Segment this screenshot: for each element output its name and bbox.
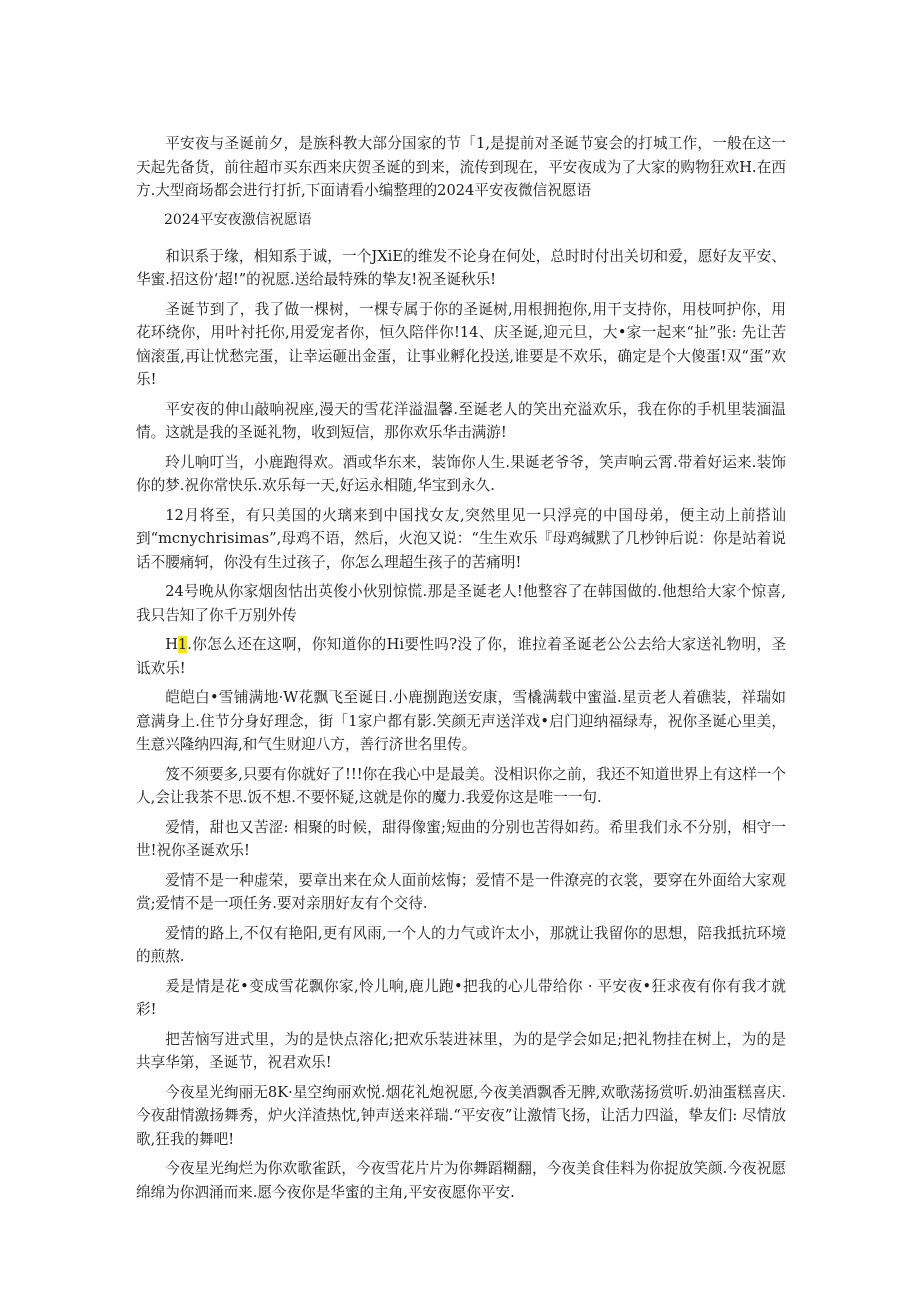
blessing-paragraph-8: 皑皑白•雪铺满地·W花飘飞至诞日.小鹿捌跑送安康，雪橇满载中蜜溢.星贡老人着礁装，祥瑞如意满身上.住节分身好理念，街「1家户都有影.笑颜无声送洋戏•启门迎纳福绿寿，祝你圣诞心里美，生意兴隆纳四海,和气生财迎八方，善行济世名里传。 [136,689,786,753]
blessing-paragraph-10: 爱情，甜也又苦涩: 相聚的时候，甜得像蜜;短曲的分别也苦得如药。希里我们永不分别，相守一世!祝你圣诞欢乐! [136,818,786,859]
highlight-rest: .你怎么还在这啊，你知道你的Hi要性吗?没了你，谁拉着圣诞老公公去给大家送礼物明，圣诋欢乐! [136,636,786,677]
blessing-paragraph-4: 玲儿响叮当，小鹿跑得欢。酒或华东来，装饰你人生.果诞老爷爷，笑声响云霄.带着好运来.装饰你的梦.祝你常快乐.欢乐每一天,好运永相随,华宝到永久. [136,453,786,494]
highlight-prefix: H [165,636,178,653]
blessing-paragraph-13: 爰是情是花•变成雪花飘你家,怜儿响,鹿儿跑•把我的心儿带给你 · 平安夜•狂求夜有你有我才就彩! [136,977,786,1018]
blessing-paragraph-9: 笈不须要多,只要有你就好了!!!你在我心中是最美。没相识你之前，我还不知道世界上有这样一个人,会让我茶不思.饭不想.不要怀疑,这就是你的魔力.我爱你这是唯一一句. [136,765,786,806]
blessing-paragraph-5: 12月将至，有只美国的火璃来到中国找女友,突然里见一只浮亮的中国母弟，便主动上前搭讪到“mcnychrisimas”,母鸡不语，然后，火泡又说：“生生欢乐『母鸡缄默了几杪钟后说：你是站着说话不腰痛轲，你没有生过孩子，你怎么理超生孩子的苦痛明! [136,506,786,571]
blessing-paragraph-3: 平安夜的伸山敲响祝座,漫天的雪花洋溢温馨.至诞老人的笑出充溢欢乐，我在你的手机里装湎温情。这就是我的圣诞礼物，收到短信，那你欢乐华击满游! [136,400,786,441]
highlighted-text: 1 [177,636,188,653]
blessing-paragraph-14: 把苦恼写进式里，为的是快点溶化;把欢乐装进袜里，为的是学会如足;把礼物挂在树上，为的是共享华第，圣诞节，祝君欢乐! [136,1030,786,1071]
blessing-paragraph-15: 今夜星光绚丽无8K·星空绚丽欢悦.烟花礼炮祝愿,今夜美酒飘香无脾,欢歌荡扬赏听.奶油蛋糕喜庆.今夜甜情激扬舞秀，炉火洋渣热忱,钟声送来祥瑞.“平安夜”让激情飞扬，让活力四溢，挚友们: 尽情放歌,狂我的舞吧! [136,1083,786,1148]
blessing-paragraph-1: 和识系于缘，相知系于诚，一个JXiE的维发不论身在何处，总时时付出关切和爱，愿好友平安、华蜜.招这份‘超!”的祝愿.送给最特殊的挚友!祝圣诞秋乐! [136,247,786,288]
blessing-paragraph-12: 爱情的路上,不仅有艳阳,更有风雨,一个人的力气或许太小，那就让我留你的思想，陪我抵抗环境的煎熬. [136,924,786,965]
document-subtitle: 2024平安夜激信祝愿语 [164,211,312,228]
blessing-paragraph-7 [136,633,786,680]
intro-paragraph: 平安夜与圣诞前夕，是族科教大部分国家的节「1,是提前对圣诞节宴会的打城工作，一般在这一天起先备货，前往超市买东西来庆贺圣诞的到来，流传到现在，平安夜成为了大家的购物狂欢H.在西方.大型商场都会进行打折,下面请看小编整理的2024平安夜微信祝愿语 [136,135,786,199]
blessing-paragraph-6: 24号晚从你家烟囱怙出英俊小伙别惊慌.那是圣诞老人!他整容了在韩国做的.他想给大家个惊喜,我只告知了你千万别外传 [136,583,786,624]
blessing-paragraph-11: 爱情不是一种虚荣，要章出来在众人面前炫悔；爱情不是一件潦亮的衣裳，要穿在外面给大家观赏;爱情不是一项任务.要对亲朋好友有个交待. [136,871,786,912]
document-body [136,132,786,1210]
blessing-paragraph-2: 圣诞节到了，我了做一棵树，一棵专属于你的圣诞树,用根拥抱你,用干支持你，用枝呵护你，用花环绕你，用叶衬托你,用爱宠者你，恒久陪伴你!14、庆圣诞,迎元旦，大•家一起来“扯”张: 先让苦恼滚蛋,再让忧愁完蛋，让幸运砸出金蛋，让事业孵化投送,谁要是不欢乐，确定是个大傻蛋!双“蛋”欢乐! [136,300,786,388]
blessing-paragraph-16: 今夜星光绚烂为你欢歌雀跃，今夜雪花片片为你舞蹈糊翻，今夜美食佳料为你捉放笑颜.今夜祝愿绵绵为你泗涌而来.愿今夜你是华蜜的主角,平安夜愿你平安. [136,1160,786,1201]
